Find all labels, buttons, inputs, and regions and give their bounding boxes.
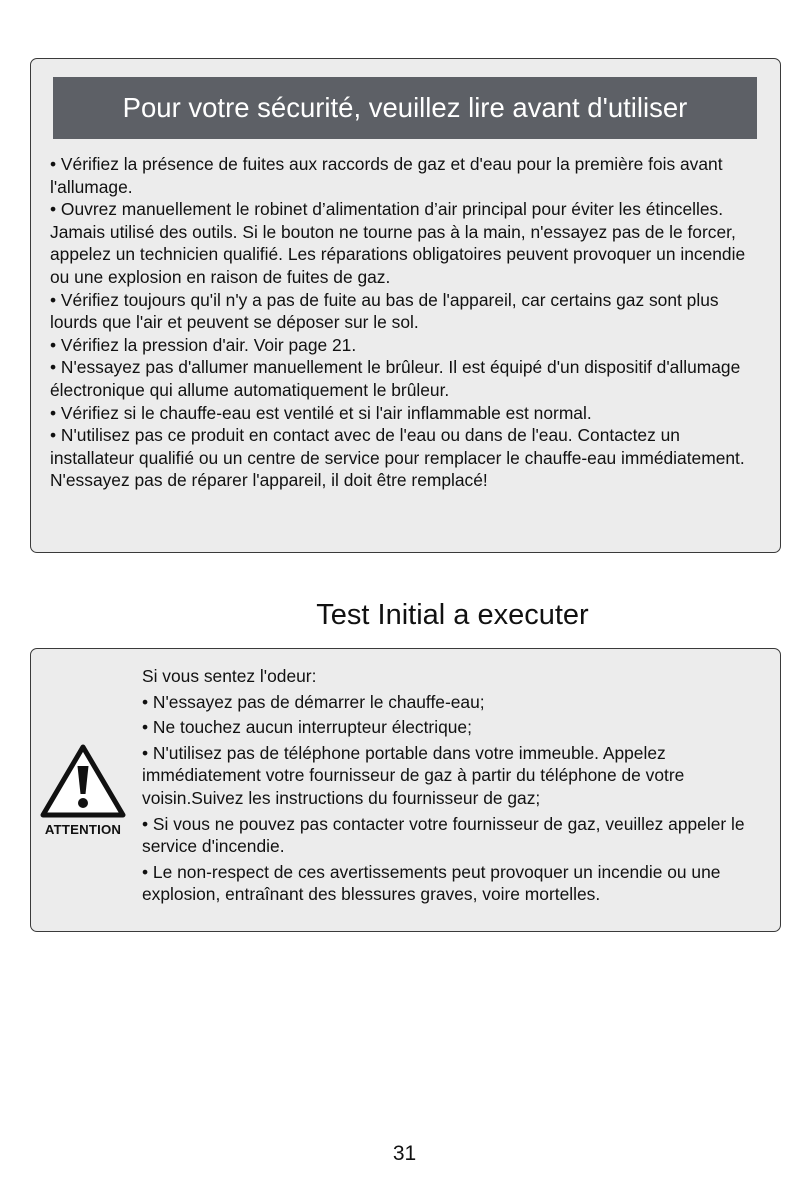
safety-notice-box [30, 58, 781, 553]
safety-item-bottom-leak: • Vérifiez toujours qu'il n'y a pas de fuite au bas de l'appareil, car certains gaz sont plus lourds que l'air et peuvent se déposer sur le sol. [50, 289, 719, 333]
section-title: Test Initial a executer [316, 599, 589, 631]
warning-intro: Si vous sentez l'odeur: [142, 666, 317, 686]
warning-item-no-start: • N'essayez pas de démarrer le chauffe-eau; [142, 691, 485, 712]
safety-item-manual-valve: • Ouvrez manuellement le robinet d’alimentation d’air principal pour éviter les étincelles. Jamais utilisé des outils. Si le bouton ne tourne pas à la main, n'essayez pas de le forcer, appelez un technicien qualifié. Les réparations obligatoires peuvent provoquer un incendie ou une explosion en raison de fuites de gaz. [50, 199, 746, 287]
warning-item-consequences: • Le non-respect de ces avertissements peut provoquer un incendie ou une explosion, entraînant des blessures graves, voire mortelles. [142, 861, 721, 905]
warning-triangle-icon [39, 742, 127, 820]
attention-label: ATTENTION [44, 822, 122, 837]
safety-list [50, 153, 768, 492]
safety-item-leak-check: • Vérifiez la présence de fuites aux raccords de gaz et d'eau pour la première fois avant l'allumage. [50, 154, 723, 197]
warning-item-no-switch: • Ne touchez aucun interrupteur électrique; [142, 717, 472, 738]
safety-item-air-pressure: • Vérifiez la pression d'air. Voir page 21. [50, 334, 357, 355]
safety-item-ignition: • N'essayez pas d'allumer manuellement le brûleur. Il est équipé d'un dispositif d'allumage électronique qui allume automatiquement le brûleur. [50, 357, 741, 400]
safety-item-ventilation: • Vérifiez si le chauffe-eau est ventilé et si l'air inflammable est normal. [50, 402, 592, 423]
safety-header: Pour votre sécurité, veuillez lire avant d'utiliser [53, 77, 757, 139]
warning-item-fire-service: • Si vous ne pouvez pas contacter votre fournisseur de gaz, veuillez appeler le service d'incendie. [142, 813, 745, 857]
warning-item-no-phone: • N'utilisez pas de téléphone portable dans votre immeuble. Appelez immédiatement votre fournisseur de gaz à partir du téléphone de votre voisin.Suivez les instructions du fournisseur de gaz; [142, 742, 685, 808]
warning-box [30, 648, 781, 932]
page-number: 31 [392, 1142, 417, 1165]
warning-list [142, 665, 772, 909]
safety-item-water-contact: • N'utilisez pas ce produit en contact avec de l'eau ou dans de l'eau. Contactez un installateur qualifié ou un centre de service pour remplacer le chauffe-eau immédiatement. N'essayez pas de réparer l'appareil, il doit être remplacé! [50, 425, 745, 491]
